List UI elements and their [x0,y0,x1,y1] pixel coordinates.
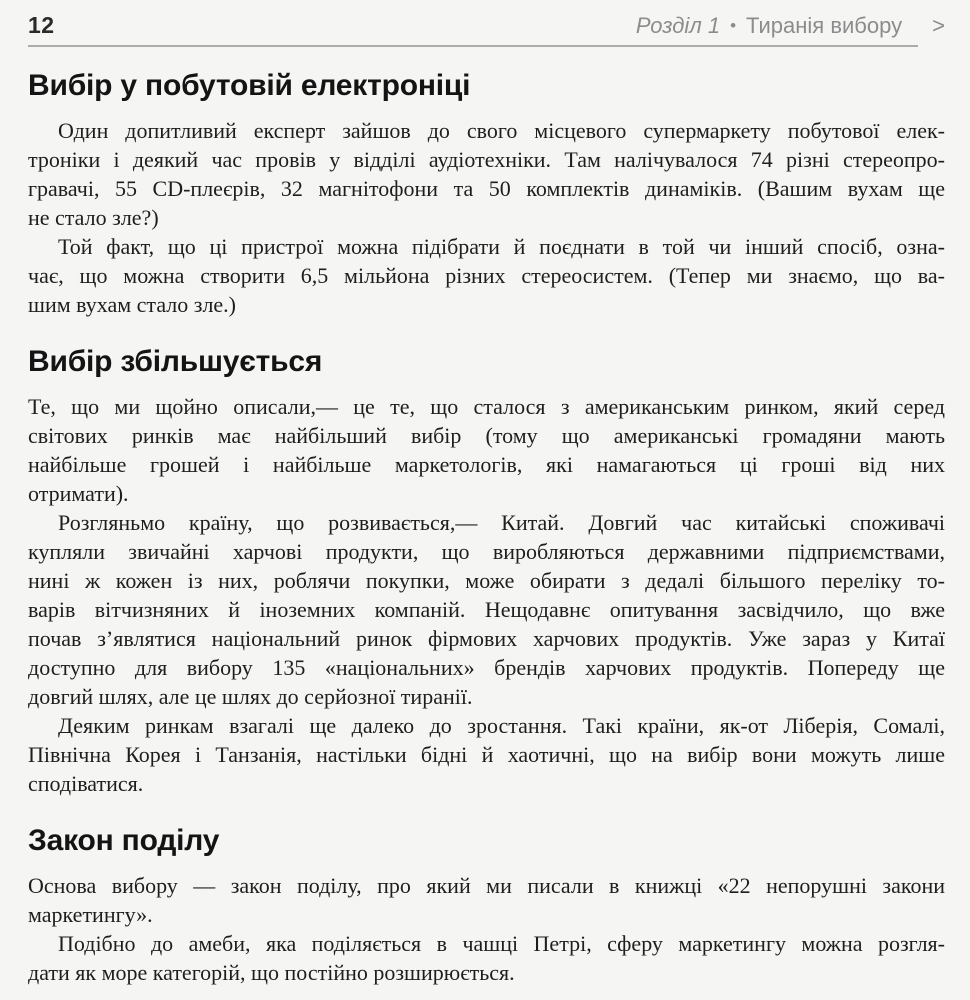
page-content [28,68,945,987]
text-line: Деяким ринкам взагалі ще далеко до зростання. Такі країни, як-от Ліберія, Сомалі, [58,713,945,738]
paragraph [28,392,945,508]
section-heading: Вибір у побутовій електроніці [28,69,471,102]
page-number: 12 [28,12,55,38]
text-line: купляли звичайні харчові продукти, що виробляються державними підприємствами, [28,539,945,564]
text-line: Основа вибору — закон поділу, про який ми писали в книжці «22 непорушні закони [28,873,945,898]
section-heading: Вибір збільшується [28,345,323,378]
text-line: Розгляньмо країну, що розвивається,— Китай. Довгий час китайські споживачі [58,510,945,535]
chapter-label: Розділ 1 [635,13,721,38]
text-line: почав з’являтися національний ринок фірмових харчових продуктів. Уже зараз у Китаї [28,626,945,651]
text-line: Те, що ми щойно описали,— це те, що сталося з американським ринком, який серед [28,394,945,419]
paragraph [28,116,945,232]
text-line: чає, що можна створити 6,5 мільйона різних стереосистем. (Тепер ми знаємо, що ва- [28,263,945,288]
header-divider [28,45,918,47]
section-heading: Закон поділу [28,824,220,857]
text-line: гравачі, 55 CD-плеєрів, 32 магнітофони та 50 комплектів динаміків. (Вашим вухам ще [28,176,945,201]
bullet-separator-icon: • [730,16,737,35]
text-line: отримати). [28,481,129,506]
text-line: варів вітчизняних й іноземних компаній. Нещодавнє опитування засвідчило, що вже [28,597,945,622]
text-line: світових ринків має найбільший вибір (тому що американські громадяни мають [28,423,945,448]
text-line: дати як море категорій, що постійно розширюється. [28,960,515,985]
text-line: шим вухам стало зле.) [28,292,237,317]
text-line: сподіватися. [28,771,144,796]
page-header [28,0,945,39]
chevron-right-icon[interactable]: > [932,13,945,38]
text-line: не стало зле?) [28,205,159,230]
text-line: троніки і деякий час провів у відділі аудіотехніки. Там налічувалося 74 різні стереопро- [28,147,945,172]
text-line: Північна Корея і Танзанія, настільки бідні й хаотичні, що на вибір вони можуть лише [28,742,945,767]
chapter-title: Тиранія вибору [746,13,903,38]
text-line: Подібно до амеби, яка поділяється в чашці Петрі, сферу маркетингу можна розгля- [58,931,945,956]
text-line: Один допитливий експерт зайшов до свого місцевого супермаркету побутової елек- [58,118,945,143]
text-line: нині ж кожен із них, роблячи покупки, може обирати з дедалі більшого переліку то- [28,568,945,593]
paragraph [28,232,945,319]
text-line: доступно для вибору 135 «національних» брендів харчових продуктів. Попереду ще [28,655,945,680]
text-line: маркетингу». [28,902,153,927]
text-line: Той факт, що ці пристрої можна підібрати й поєднати в той чи інший спосіб, озна- [58,234,945,259]
paragraph [28,711,945,798]
paragraph [28,929,945,987]
text-line: найбільше грошей і найбільше маркетологів, які намагаються ці гроші від них [28,452,945,477]
paragraph [28,871,945,929]
paragraph [28,508,945,711]
text-line: довгий шлях, але це шлях до серйозної тиранії. [28,684,473,709]
header-breadcrumb [636,13,945,39]
